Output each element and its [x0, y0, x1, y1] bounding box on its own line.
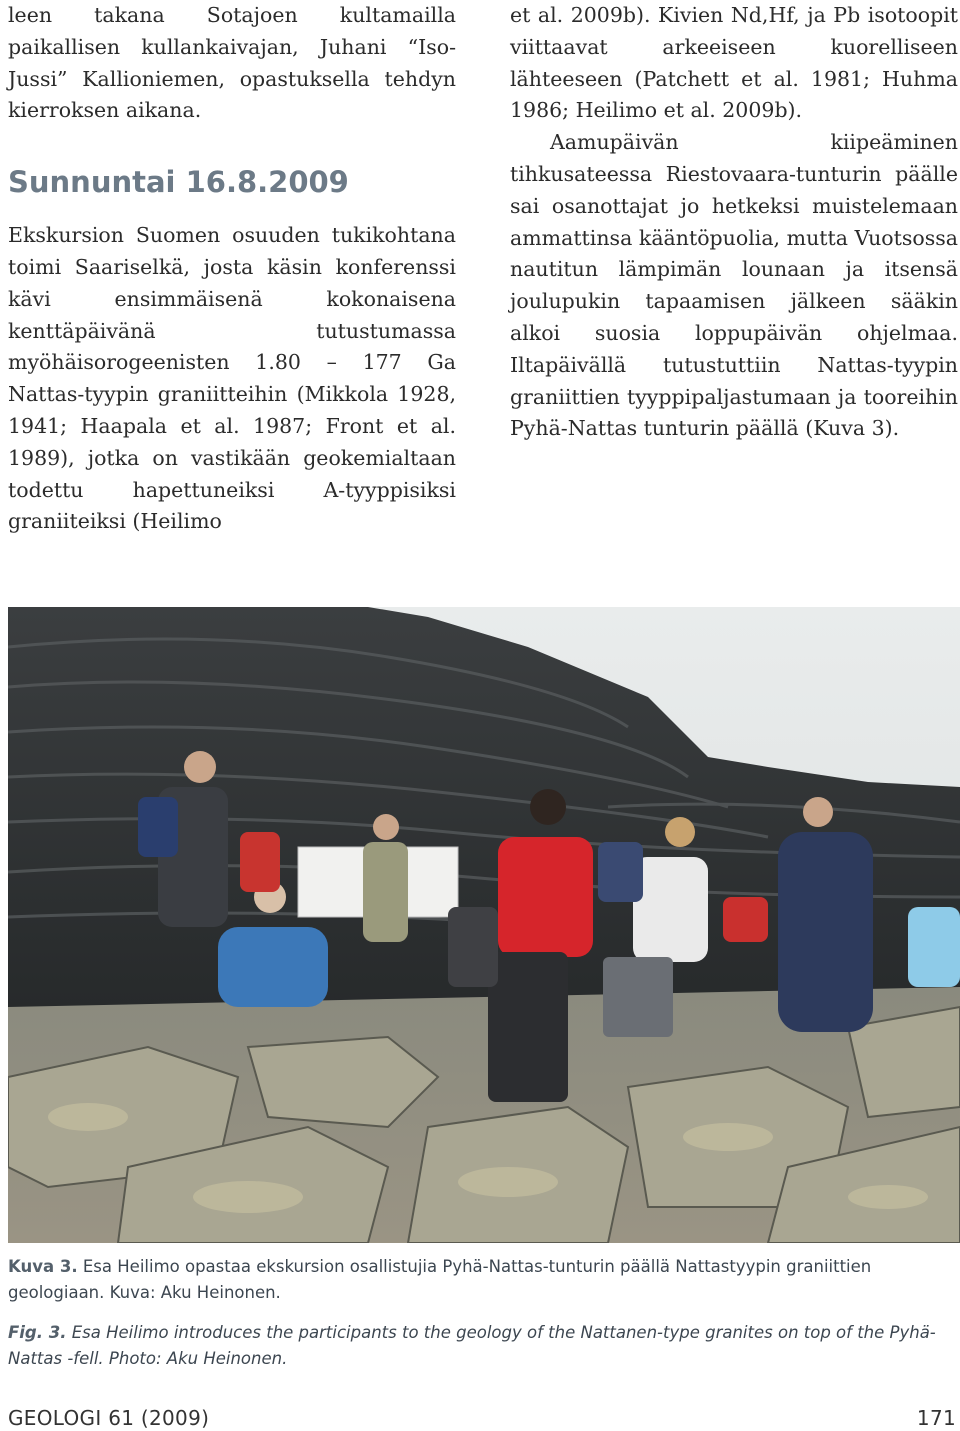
- section-heading: Sunnuntai 16.8.2009: [8, 165, 349, 200]
- body-paragraph: Ekskursion Suomen osuuden tukikohtana toimi Saariselkä, josta käsin konferenssi kävi ensimmäisenä kokonaisena kenttäpäivänä tutustumassa myöhäisorogeenisten 1.80 – 177 Ga Nattas-tyypin graniitteihin (Mikkola 1928, 1941; Haapala et al. 1987; Front et al. 1989), jotka on vastikään geokemialtaan todettu hapettuneiksi A-tyyppisiksi graniiteiksi (Heilimo: [8, 223, 456, 534]
- caption-english: [8, 1320, 956, 1372]
- intro-paragraph: leen takana Sotajoen kultamailla paikallisen kullankaivajan, Juhani “Iso-Jussi” Kallioniemen, opastuksella tehdyn kierroksen aikana.: [8, 3, 456, 123]
- page-number: 171: [916, 1406, 956, 1430]
- caption-text: Esa Heilimo opastaa ekskursion osallistujia Pyhä-Nattas-tunturin päällä Nattastyypin graniittien geologiaan. Kuva: Aku Heinonen.: [8, 1257, 872, 1302]
- left-text-column: [8, 0, 456, 538]
- caption-label: Fig. 3.: [8, 1323, 67, 1342]
- body-paragraph-2: Aamupäivän kiipeäminen tihkusateessa Riestovaara-tunturin päälle sai osanottajat jo hetkeksi muistelemaan ammattinsa kääntöpuolia, mutta Vuotsossa nautitun lämpimän lounaan ja itsensä joulupukin tapaamisen jälkeen sääkin alkoi suosia loppupäivän ohjelmaa. Iltapäivällä tutustuttiin Nattas-tyypin graniittien tyyppipaljastumaan ja tooreihin Pyhä-Nattas tunturin päällä (Kuva 3).: [510, 130, 958, 441]
- journal-footer: GEOLOGI 61 (2009): [8, 1406, 210, 1430]
- caption-text: Esa Heilimo introduces the participants to the geology of the Nattanen-type granites on top of the Pyhä-Nattas -fell. Photo: Aku Heinonen.: [8, 1323, 936, 1368]
- right-text-column: [510, 0, 958, 445]
- caption-label: Kuva 3.: [8, 1257, 78, 1276]
- continuation-paragraph: et al. 2009b). Kivien Nd,Hf, ja Pb isotoopit viittaavat arkeeiseen kuorelliseen lähteeseen (Patchett et al. 1981; Huhma 1986; Heilimo et al. 2009b).: [510, 3, 958, 123]
- caption-finnish: [8, 1254, 956, 1306]
- field-excursion-photo: [8, 607, 960, 1243]
